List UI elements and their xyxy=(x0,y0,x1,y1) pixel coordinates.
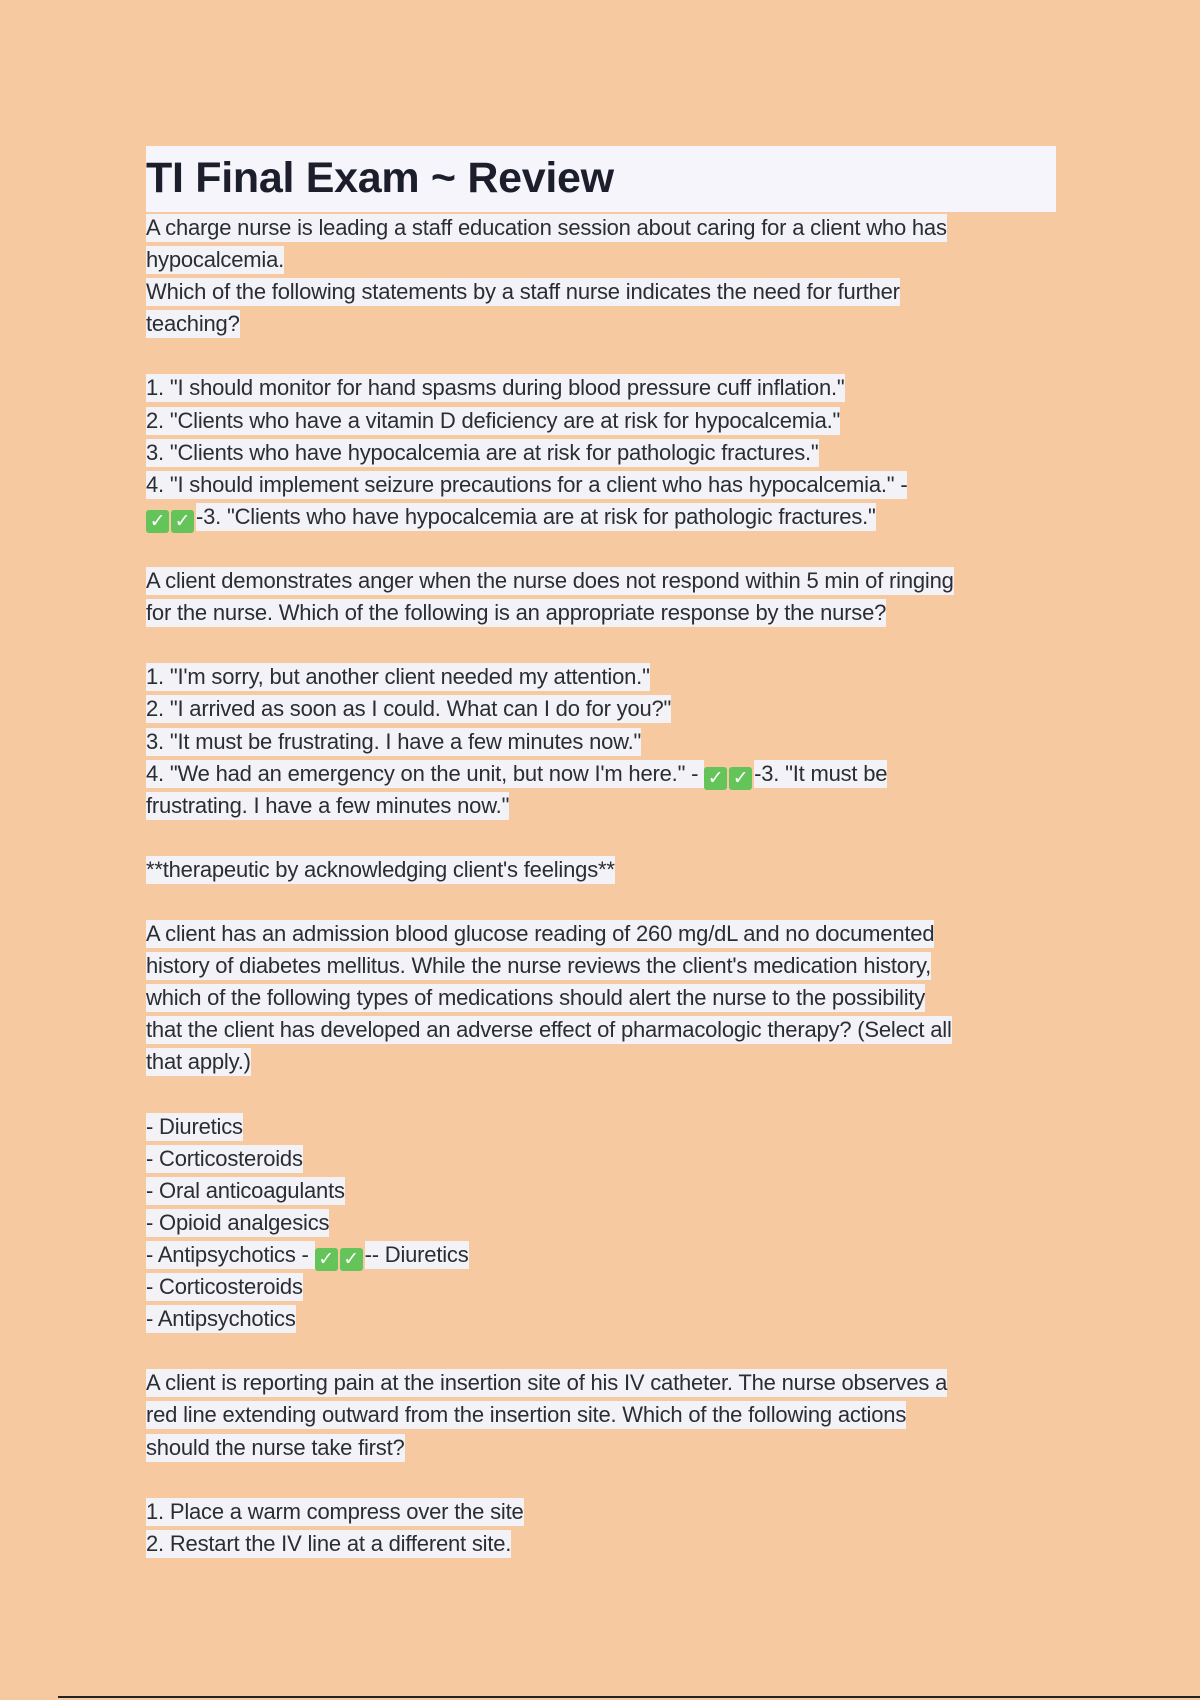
answer-option: 4. "We had an emergency on the unit, but now I'm here." - xyxy=(146,760,705,786)
correct-answer: - Corticosteroids xyxy=(146,1274,303,1300)
question-stem-line: A charge nurse is leading a staff education session about caring for a client who has xyxy=(146,215,947,240)
check-mark-icon: ✓ xyxy=(704,767,727,790)
answer-option: 3. "Clients who have hypocalcemia are at risk for pathologic fractures." xyxy=(146,439,819,465)
answer-option: 2. "I arrived as soon as I could. What can I do for you?" xyxy=(146,696,672,722)
question-stem-line: history of diabetes mellitus. While the nurse reviews the client's medication history, xyxy=(146,953,932,979)
question-stem-line: red line extending outward from the insertion site. Which of the following actions xyxy=(146,1402,907,1428)
question-stem-line: for the nurse. Which of the following is an appropriate response by the nurse? xyxy=(146,600,887,626)
question-stem-line: hypocalcemia. xyxy=(146,247,285,273)
document-page xyxy=(146,146,1056,1560)
correct-answer: - Antipsychotics xyxy=(146,1306,296,1332)
answer-rationale: **therapeutic by acknowledging client's feelings** xyxy=(146,856,615,882)
correct-answer-continued: frustrating. I have a few minutes now." xyxy=(146,792,510,818)
page-title: TI Final Exam ~ Review xyxy=(146,154,614,202)
check-mark-icon: ✓ xyxy=(729,767,752,790)
question-stem-line: that apply.) xyxy=(146,1049,251,1075)
question-stem-line: A client is reporting pain at the insertion site of his IV catheter. The nurse observes a xyxy=(146,1370,948,1396)
answer-option: 4. "I should implement seizure precautions for a client who has hypocalcemia." - xyxy=(146,471,908,497)
answer-option: 2. "Clients who have a vitamin D deficiency are at risk for hypocalcemia." xyxy=(146,407,841,433)
answer-option: - Corticosteroids xyxy=(146,1145,303,1171)
question-stem-line: A client demonstrates anger when the nurse does not respond within 5 min of ringing xyxy=(146,568,954,594)
title-banner xyxy=(146,146,1056,212)
correct-answer: -- Diuretics xyxy=(364,1242,469,1267)
correct-answer: -3. "It must be xyxy=(754,760,888,786)
question-1 xyxy=(146,212,1056,533)
question-stem-line: Which of the following statements by a staff nurse indicates the need for further xyxy=(146,279,900,305)
answer-option: - Oral anticoagulants xyxy=(146,1177,345,1203)
question-stem-line: A client has an admission blood glucose reading of 260 mg/dL and no documented xyxy=(146,921,935,947)
check-mark-icon: ✓ xyxy=(171,510,194,533)
answer-option: - Opioid analgesics xyxy=(146,1209,330,1235)
check-mark-icon: ✓ xyxy=(315,1248,338,1271)
answer-option: 3. "It must be frustrating. I have a few minutes now." xyxy=(146,728,642,754)
page-bottom-rule xyxy=(58,1696,1200,1698)
answer-option: - Diuretics xyxy=(146,1113,243,1139)
question-4 xyxy=(146,1367,1056,1560)
question-2 xyxy=(146,565,1056,886)
question-3 xyxy=(146,918,1056,1335)
answer-option: - Antipsychotics - xyxy=(146,1242,315,1267)
question-stem-line: teaching? xyxy=(146,311,240,337)
question-stem-line: which of the following types of medications should alert the nurse to the possibility xyxy=(146,985,926,1011)
answer-option: 1. Place a warm compress over the site xyxy=(146,1498,524,1524)
answer-option: 2. Restart the IV line at a different site. xyxy=(146,1530,512,1556)
document-body xyxy=(146,212,1056,1560)
check-mark-icon: ✓ xyxy=(340,1248,363,1271)
correct-answer: -3. "Clients who have hypocalcemia are at risk for pathologic fractures." xyxy=(196,503,876,529)
answer-option: 1. "I'm sorry, but another client needed my attention." xyxy=(146,664,650,690)
question-stem-line: that the client has developed an adverse effect of pharmacologic therapy? (Select all xyxy=(146,1017,952,1043)
check-mark-icon: ✓ xyxy=(146,510,169,533)
answer-option: 1. "I should monitor for hand spasms during blood pressure cuff inflation." xyxy=(146,375,845,401)
question-stem-line: should the nurse take first? xyxy=(146,1434,405,1460)
